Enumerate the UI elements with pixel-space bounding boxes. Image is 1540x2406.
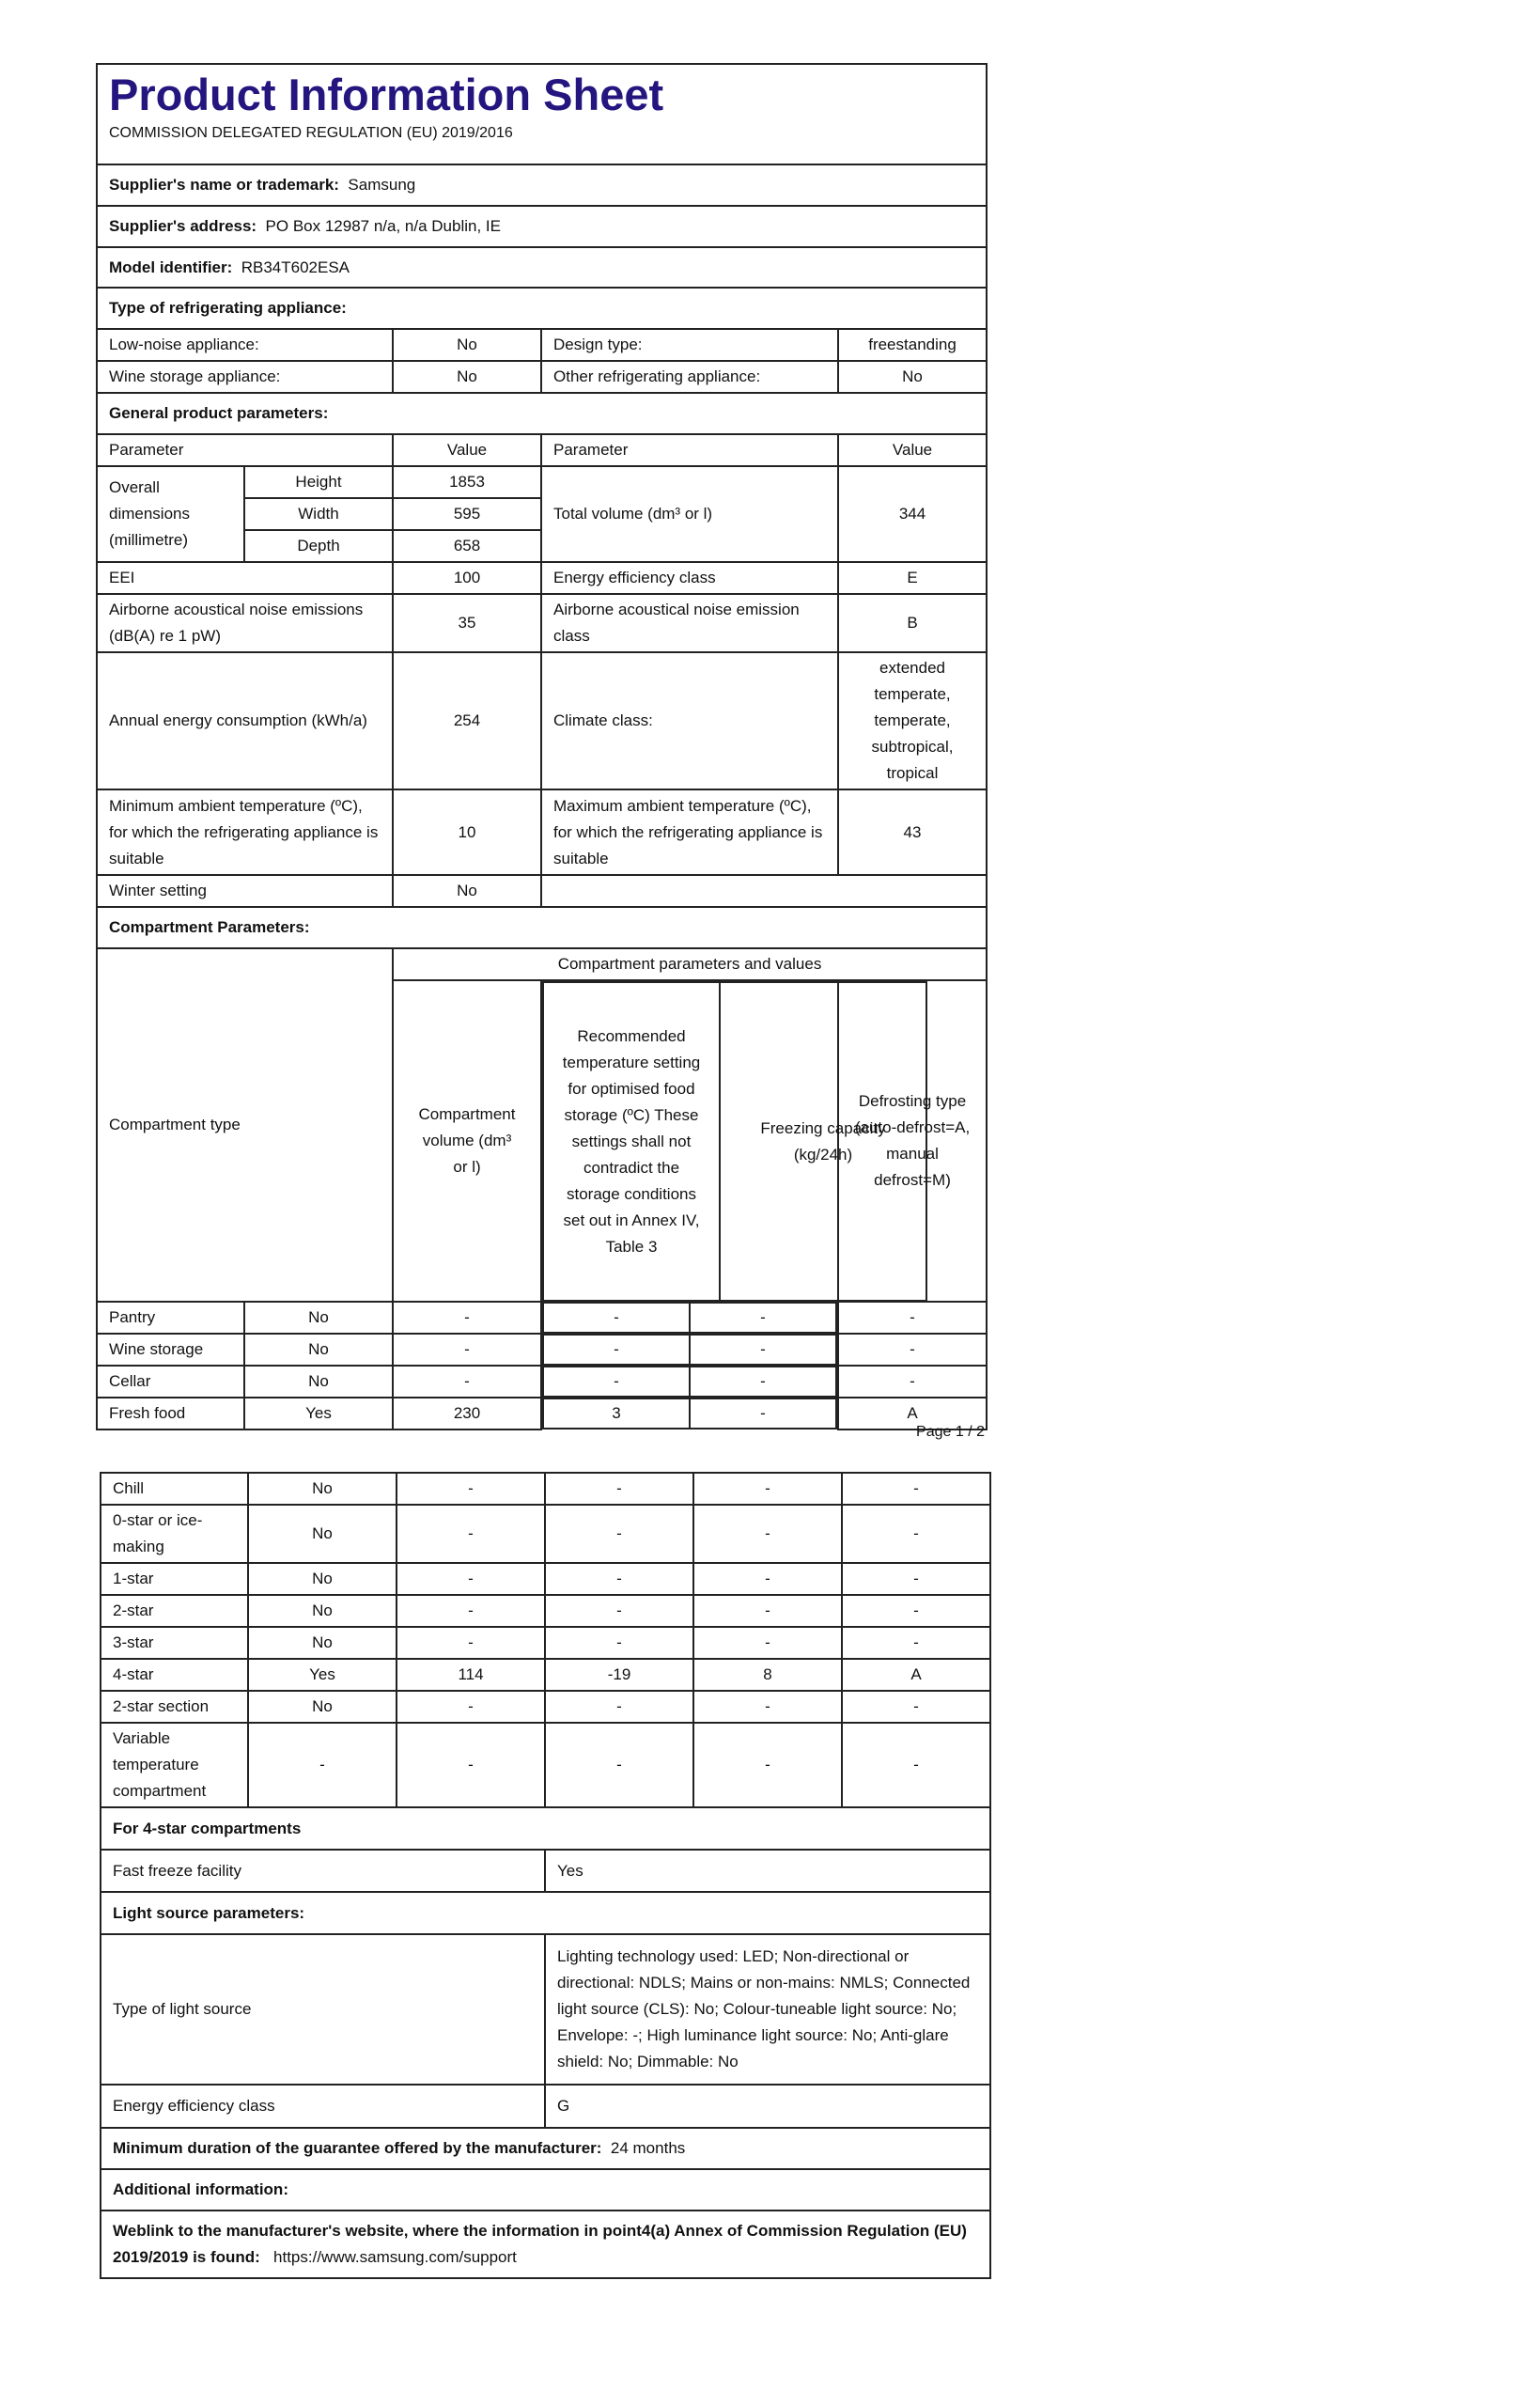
fast-freeze-value: Yes — [545, 1850, 990, 1892]
compartment-defrost: - — [842, 1691, 990, 1723]
model-row — [97, 247, 987, 288]
winter-setting-row — [97, 875, 987, 907]
compartment-name: Pantry — [97, 1302, 244, 1334]
table-row — [101, 1563, 990, 1595]
model-label: Model identifier: — [109, 258, 233, 276]
table-row — [101, 1659, 990, 1691]
compartment-params-header-row — [97, 948, 987, 980]
compartment-temp: - — [545, 1563, 693, 1595]
supplier-address-label: Supplier's address: — [109, 217, 257, 235]
compartment-temp: -19 — [545, 1659, 693, 1691]
compartment-freezing: - — [690, 1367, 836, 1397]
compartment-temp: - — [543, 1335, 690, 1365]
compartment-volume: - — [393, 1334, 541, 1366]
compartment-present: No — [248, 1595, 397, 1627]
compartment-freezing: - — [690, 1335, 836, 1365]
supplier-name-row — [97, 164, 987, 206]
light-type-label: Type of light source — [101, 1934, 545, 2085]
compartment-defrost: A — [838, 1398, 987, 1430]
compartment-volume: - — [397, 1563, 545, 1595]
model-value: RB34T602ESA — [241, 258, 350, 276]
table-row — [97, 1302, 987, 1334]
ambient-temperature-row — [97, 789, 987, 875]
supplier-name-value: Samsung — [348, 176, 416, 194]
compartment-defrost: - — [842, 1723, 990, 1807]
noise-value: 35 — [393, 594, 541, 652]
product-info-table-page-1 — [96, 63, 988, 1430]
max-ambient-temp-label: Maximum ambient temperature (ºC), for which the refrigerating appliance is suitable — [541, 789, 838, 875]
compartment-freezing: - — [690, 1303, 836, 1333]
fast-freeze-label: Fast freeze facility — [101, 1850, 545, 1892]
compartment-defrost: - — [838, 1366, 987, 1398]
table-row — [101, 1505, 990, 1563]
compartment-volume: 230 — [393, 1398, 541, 1430]
light-energy-class-label: Energy efficiency class — [101, 2085, 545, 2128]
climate-class-value: extended temperate, temperate, subtropical, tropical — [838, 652, 987, 789]
climate-class-label: Climate class: — [541, 652, 838, 789]
compartment-present: No — [248, 1563, 397, 1595]
general-heading: General product parameters: — [97, 393, 987, 434]
compartment-defrost: - — [842, 1473, 990, 1505]
table-row — [97, 1366, 987, 1398]
type-heading: Type of refrigerating appliance: — [97, 288, 987, 329]
compartment-defrost: - — [838, 1334, 987, 1366]
compartment-freezing: - — [693, 1723, 842, 1807]
compartment-name: 3-star — [101, 1627, 248, 1659]
compartment-present: No — [244, 1334, 393, 1366]
compartment-temp: - — [545, 1627, 693, 1659]
light-energy-class-row — [101, 2085, 990, 2128]
annual-energy-row — [97, 652, 987, 789]
compartment-heading: Compartment Parameters: — [97, 907, 987, 948]
compartment-freezing: - — [693, 1595, 842, 1627]
compartment-params-header: Compartment parameters and values — [393, 948, 987, 980]
page-title: Product Information Sheet — [109, 70, 664, 119]
noise-label: Airborne acoustical noise emissions (dB(A) re 1 pW) — [97, 594, 393, 652]
depth-value: 658 — [393, 530, 541, 562]
compartment-defrost: - — [842, 1505, 990, 1563]
light-type-value: Lighting technology used: LED; Non-directional or directional: NDLS; Mains or non-mains: NMLS; Connected light source (CLS): No; Colour-tuneable light source: No; Envelope: -; High luminance light source: No; Anti-glare shield: No; Dimmable: No — [545, 1934, 990, 2085]
col-value-2: Value — [838, 434, 987, 466]
eei-value: 100 — [393, 562, 541, 594]
col-parameter-2: Parameter — [541, 434, 838, 466]
annual-energy-value: 254 — [393, 652, 541, 789]
low-noise-value: No — [393, 329, 541, 361]
compartment-name: Variable temperature compartment — [101, 1723, 248, 1807]
general-heading-row — [97, 393, 987, 434]
low-noise-row — [97, 329, 987, 361]
col-recommended-temp: Recommended temperature setting for optimised food storage (ºC) These settings shall not contradict the storage conditions set out in Annex IV, Table 3 — [543, 982, 720, 1301]
compartment-present: Yes — [244, 1398, 393, 1430]
compartment-volume: - — [397, 1723, 545, 1807]
energy-class-label: Energy efficiency class — [541, 562, 838, 594]
height-value: 1853 — [393, 466, 541, 498]
additional-info-row — [101, 2169, 990, 2211]
additional-info-label: Additional information: — [101, 2169, 990, 2211]
supplier-name-label: Supplier's name or trademark: — [109, 176, 339, 194]
max-ambient-temp-value: 43 — [838, 789, 987, 875]
compartment-temp: - — [545, 1723, 693, 1807]
general-column-header-row — [97, 434, 987, 466]
depth-label: Depth — [244, 530, 393, 562]
compartment-present: No — [248, 1691, 397, 1723]
col-compartment-volume: Compartment volume (dm³ or l) — [393, 980, 541, 1302]
noise-row — [97, 594, 987, 652]
compartment-freezing: 8 — [693, 1659, 842, 1691]
compartment-freezing: - — [693, 1505, 842, 1563]
compartment-name: 4-star — [101, 1659, 248, 1691]
table-row — [101, 1691, 990, 1723]
other-appliance-label: Other refrigerating appliance: — [541, 361, 838, 393]
compartment-freezing: - — [690, 1398, 836, 1429]
compartment-defrost: - — [838, 1302, 987, 1334]
light-heading: Light source parameters: — [101, 1892, 990, 1934]
compartment-name: 2-star section — [101, 1691, 248, 1723]
compartment-volume: 114 — [397, 1659, 545, 1691]
regulation-subtitle: COMMISSION DELEGATED REGULATION (EU) 2019/2016 — [109, 125, 513, 141]
light-heading-row — [101, 1892, 990, 1934]
compartment-volume: - — [397, 1691, 545, 1723]
compartment-present: Yes — [248, 1659, 397, 1691]
compartment-defrost: - — [842, 1563, 990, 1595]
min-ambient-temp-value: 10 — [393, 789, 541, 875]
compartment-type-label: Compartment type — [97, 948, 393, 1302]
compartment-volume: - — [397, 1627, 545, 1659]
low-noise-label: Low-noise appliance: — [97, 329, 393, 361]
compartment-temp: 3 — [543, 1398, 690, 1429]
compartment-defrost: A — [842, 1659, 990, 1691]
compartment-freezing: - — [693, 1563, 842, 1595]
table-row — [101, 1595, 990, 1627]
table-row — [101, 1723, 990, 1807]
type-heading-row — [97, 288, 987, 329]
product-info-table-page-2 — [100, 1472, 991, 2279]
compartment-name: Chill — [101, 1473, 248, 1505]
page-number: Page 1 / 2 — [916, 1424, 985, 1440]
compartment-temp: - — [543, 1367, 690, 1397]
annual-energy-label: Annual energy consumption (kWh/a) — [97, 652, 393, 789]
compartment-volume: - — [397, 1505, 545, 1563]
noise-class-value: B — [838, 594, 987, 652]
height-label: Height — [244, 466, 393, 498]
winter-setting-label: Winter setting — [97, 875, 393, 907]
eei-row — [97, 562, 987, 594]
compartment-volume: - — [397, 1473, 545, 1505]
compartment-temp: - — [545, 1473, 693, 1505]
compartment-name: Fresh food — [97, 1398, 244, 1430]
compartment-name: 0-star or ice-making — [101, 1505, 248, 1563]
compartment-volume: - — [393, 1366, 541, 1398]
wine-storage-row — [97, 361, 987, 393]
compartment-freezing: - — [693, 1691, 842, 1723]
compartment-volume: - — [397, 1595, 545, 1627]
weblink-row — [101, 2211, 990, 2278]
col-parameter-1: Parameter — [97, 434, 393, 466]
other-appliance-value: No — [838, 361, 987, 393]
table-row — [101, 1627, 990, 1659]
compartment-name: Cellar — [97, 1366, 244, 1398]
winter-setting-blank — [541, 875, 987, 907]
compartment-present: - — [248, 1723, 397, 1807]
compartment-temp: - — [545, 1595, 693, 1627]
compartment-name: 2-star — [101, 1595, 248, 1627]
compartment-name: 1-star — [101, 1563, 248, 1595]
col-value-1: Value — [393, 434, 541, 466]
four-star-heading: For 4-star compartments — [101, 1807, 990, 1850]
guarantee-value: 24 months — [610, 2139, 686, 2157]
compartment-heading-row — [97, 907, 987, 948]
compartment-present: No — [244, 1302, 393, 1334]
eei-label: EEI — [97, 562, 393, 594]
compartment-freezing: - — [693, 1473, 842, 1505]
noise-class-label: Airborne acoustical noise emission class — [541, 594, 838, 652]
total-volume-value: 344 — [838, 466, 987, 562]
compartment-present: No — [244, 1366, 393, 1398]
design-type-value: freestanding — [838, 329, 987, 361]
col-defrosting-type: Defrosting type (auto-defrost=A, manual defrost=M) — [838, 980, 987, 1302]
compartment-defrost: - — [842, 1627, 990, 1659]
compartment-temp: - — [543, 1303, 690, 1333]
compartment-volume: - — [393, 1302, 541, 1334]
compartment-present: No — [248, 1473, 397, 1505]
supplier-address-value: PO Box 12987 n/a, n/a Dublin, IE — [265, 217, 501, 235]
compartment-temp: - — [545, 1505, 693, 1563]
table-row — [101, 1473, 990, 1505]
light-type-row — [101, 1934, 990, 2085]
wine-storage-value: No — [393, 361, 541, 393]
winter-setting-value: No — [393, 875, 541, 907]
compartment-defrost: - — [842, 1595, 990, 1627]
design-type-label: Design type: — [541, 329, 838, 361]
light-energy-class-value: G — [545, 2085, 990, 2128]
wine-storage-label: Wine storage appliance: — [97, 361, 393, 393]
supplier-address-row — [97, 206, 987, 247]
overall-dimensions-label: Overall dimensions (millimetre) — [97, 466, 244, 562]
energy-class-value: E — [838, 562, 987, 594]
guarantee-row — [101, 2128, 990, 2169]
weblink-label: Weblink to the manufacturer's website, where the information in point4(a) Annex of Commission Regulation (EU) 2019/2019 is found: — [113, 2222, 967, 2266]
compartment-temp: - — [545, 1691, 693, 1723]
table-row — [97, 1334, 987, 1366]
width-label: Width — [244, 498, 393, 530]
guarantee-label: Minimum duration of the guarantee offered by the manufacturer: — [113, 2139, 602, 2157]
compartment-present: No — [248, 1505, 397, 1563]
fast-freeze-row — [101, 1850, 990, 1892]
compartment-name: Wine storage — [97, 1334, 244, 1366]
col-freezing-capacity: Freezing capacity (kg/24h) — [720, 982, 926, 1301]
four-star-heading-row — [101, 1807, 990, 1850]
total-volume-label: Total volume (dm³ or l) — [541, 466, 838, 562]
width-value: 595 — [393, 498, 541, 530]
compartment-freezing: - — [693, 1627, 842, 1659]
min-ambient-temp-label: Minimum ambient temperature (ºC), for which the refrigerating appliance is suitable — [97, 789, 393, 875]
weblink-value[interactable]: https://www.samsung.com/support — [273, 2248, 517, 2266]
compartment-present: No — [248, 1627, 397, 1659]
header-row — [97, 64, 987, 164]
height-row — [97, 466, 987, 498]
